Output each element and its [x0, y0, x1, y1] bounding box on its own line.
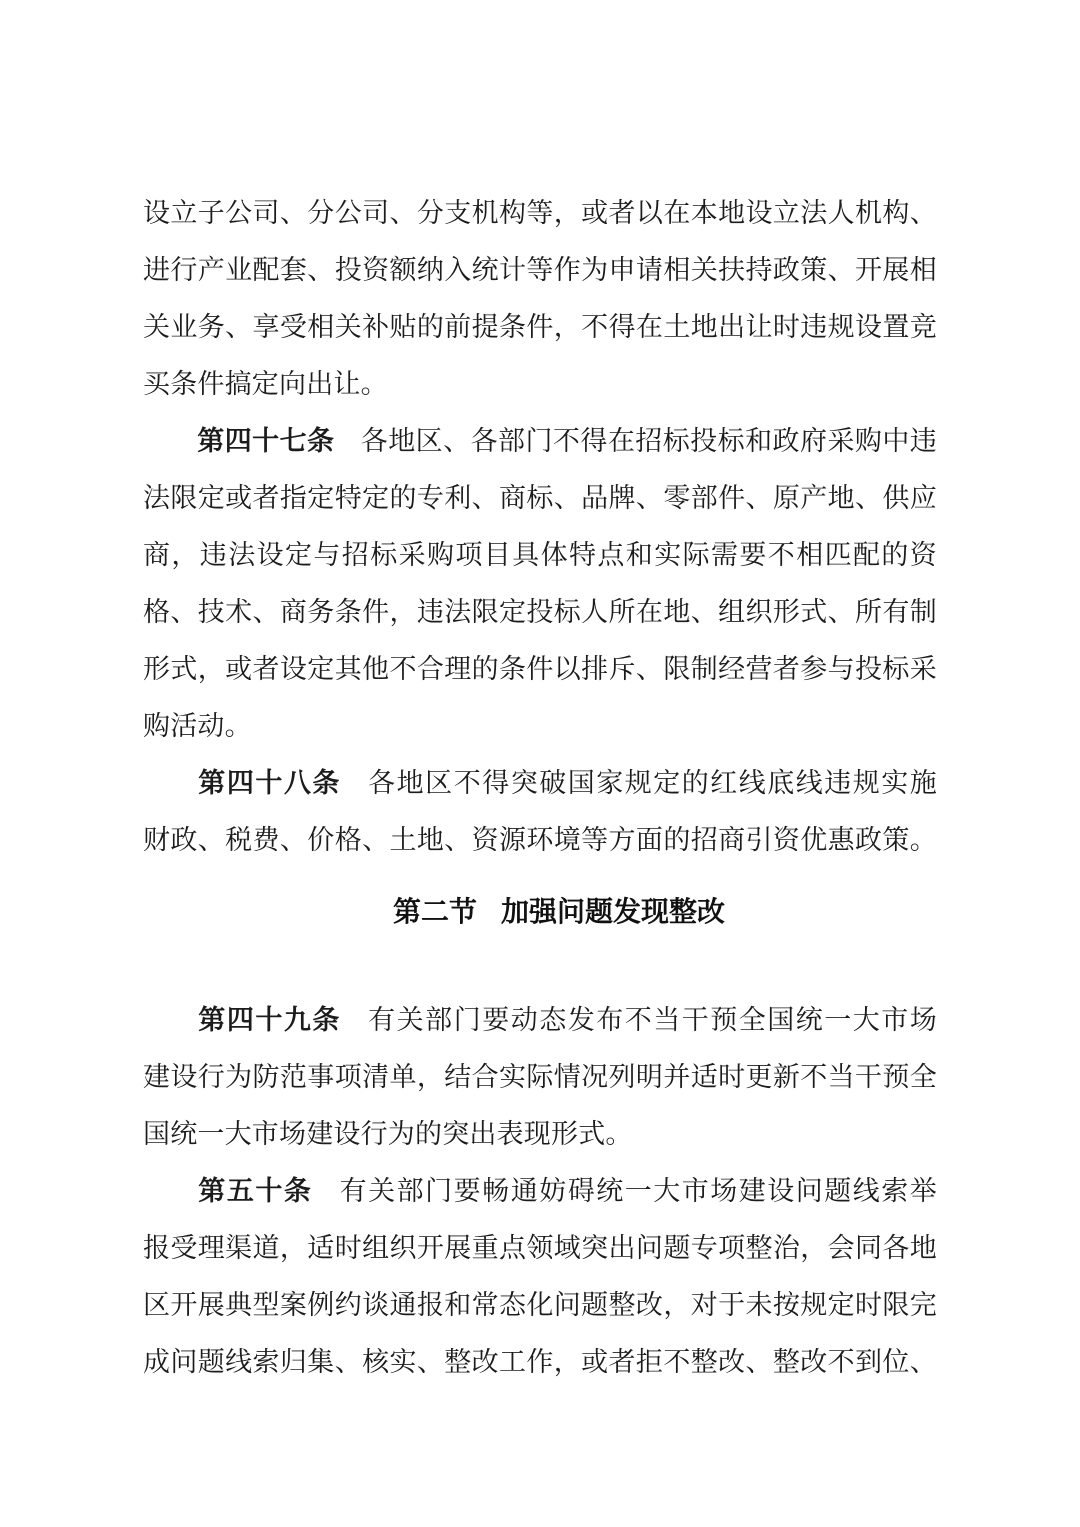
text-line [143, 1277, 937, 1334]
text-line [143, 413, 937, 470]
article-number: 第四十九条 [197, 1005, 341, 1035]
text-line [143, 299, 937, 356]
article-number: 第五十条 [197, 1176, 313, 1206]
text-line [143, 1163, 937, 1220]
line-text: 进行产业配套、投资额纳入统计等作为申请相关扶持政策、开展相 [143, 255, 937, 285]
text-line [143, 1049, 937, 1106]
text-line [143, 242, 937, 299]
section-number: 第二节 [392, 896, 477, 927]
paragraph [143, 413, 937, 755]
line-text: 财政、税费、价格、土地、资源环境等方面的招商引资优惠政策。 [143, 825, 937, 855]
text-line [143, 1220, 937, 1277]
article-number: 第四十七条 [197, 426, 335, 456]
section-heading [143, 883, 937, 940]
line-text: 格、技术、商务条件，违法限定投标人所在地、组织形式、所有制 [143, 597, 937, 627]
line-text: 成问题线索归集、核实、整改工作，或者拒不整改、整改不到位、 [143, 1347, 937, 1377]
heading-gap-spacer [477, 920, 501, 921]
text-line [143, 755, 937, 812]
paragraph [143, 185, 937, 413]
text-line [143, 1106, 937, 1163]
text-line [143, 185, 937, 242]
line-text: 法限定或者指定特定的专利、商标、品牌、零部件、原产地、供应 [143, 483, 937, 513]
text-line [143, 698, 937, 755]
text-line [143, 527, 937, 584]
paragraph [143, 755, 937, 869]
line-text: 国统一大市场建设行为的突出表现形式。 [143, 1119, 633, 1149]
text-line [143, 584, 937, 641]
line-text: 建设行为防范事项清单，结合实际情况列明并适时更新不当干预全 [143, 1062, 937, 1092]
line-text: 设立子公司、分公司、分支机构等，或者以在本地设立法人机构、 [143, 198, 937, 228]
lead-gap-spacer [335, 449, 361, 450]
text-line [143, 812, 937, 869]
first-line-indent [143, 791, 197, 792]
lead-gap-spacer [341, 791, 367, 792]
text-line [143, 470, 937, 527]
text-line [143, 356, 937, 413]
section-title: 加强问题发现整改 [501, 896, 726, 927]
line-text: 各地区不得突破国家规定的红线底线违规实施 [366, 768, 938, 798]
lead-gap-spacer [341, 1028, 367, 1029]
text-line [143, 992, 937, 1049]
text-line [143, 1334, 937, 1391]
line-text: 形式，或者设定其他不合理的条件以排斥、限制经营者参与投标采 [143, 654, 937, 684]
lead-gap-spacer [312, 1199, 338, 1200]
line-text: 商，违法设定与招标采购项目具体特点和实际需要不相匹配的资 [143, 540, 937, 570]
line-text: 有关部门要动态发布不当干预全国统一大市场 [366, 1005, 938, 1035]
text-line [143, 641, 937, 698]
line-text: 有关部门要畅通妨碍统一大市场建设问题线索举 [338, 1176, 937, 1206]
line-text: 购活动。 [143, 711, 252, 741]
line-text: 各地区、各部门不得在招标投标和政府采购中违 [360, 426, 938, 456]
line-text: 报受理渠道，适时组织开展重点领域突出问题专项整治，会同各地 [143, 1233, 937, 1263]
paragraph [143, 992, 937, 1163]
line-text: 买条件搞定向出让。 [143, 369, 388, 399]
line-text: 关业务、享受相关补贴的前提条件，不得在土地出让时违规设置竞 [143, 312, 937, 342]
first-line-indent [143, 449, 197, 450]
line-text: 区开展典型案例约谈通报和常态化问题整改，对于未按规定时限完 [143, 1290, 937, 1320]
paragraph [143, 1163, 937, 1391]
first-line-indent [143, 1199, 197, 1200]
article-number: 第四十八条 [197, 768, 341, 798]
first-line-indent [143, 1028, 197, 1029]
